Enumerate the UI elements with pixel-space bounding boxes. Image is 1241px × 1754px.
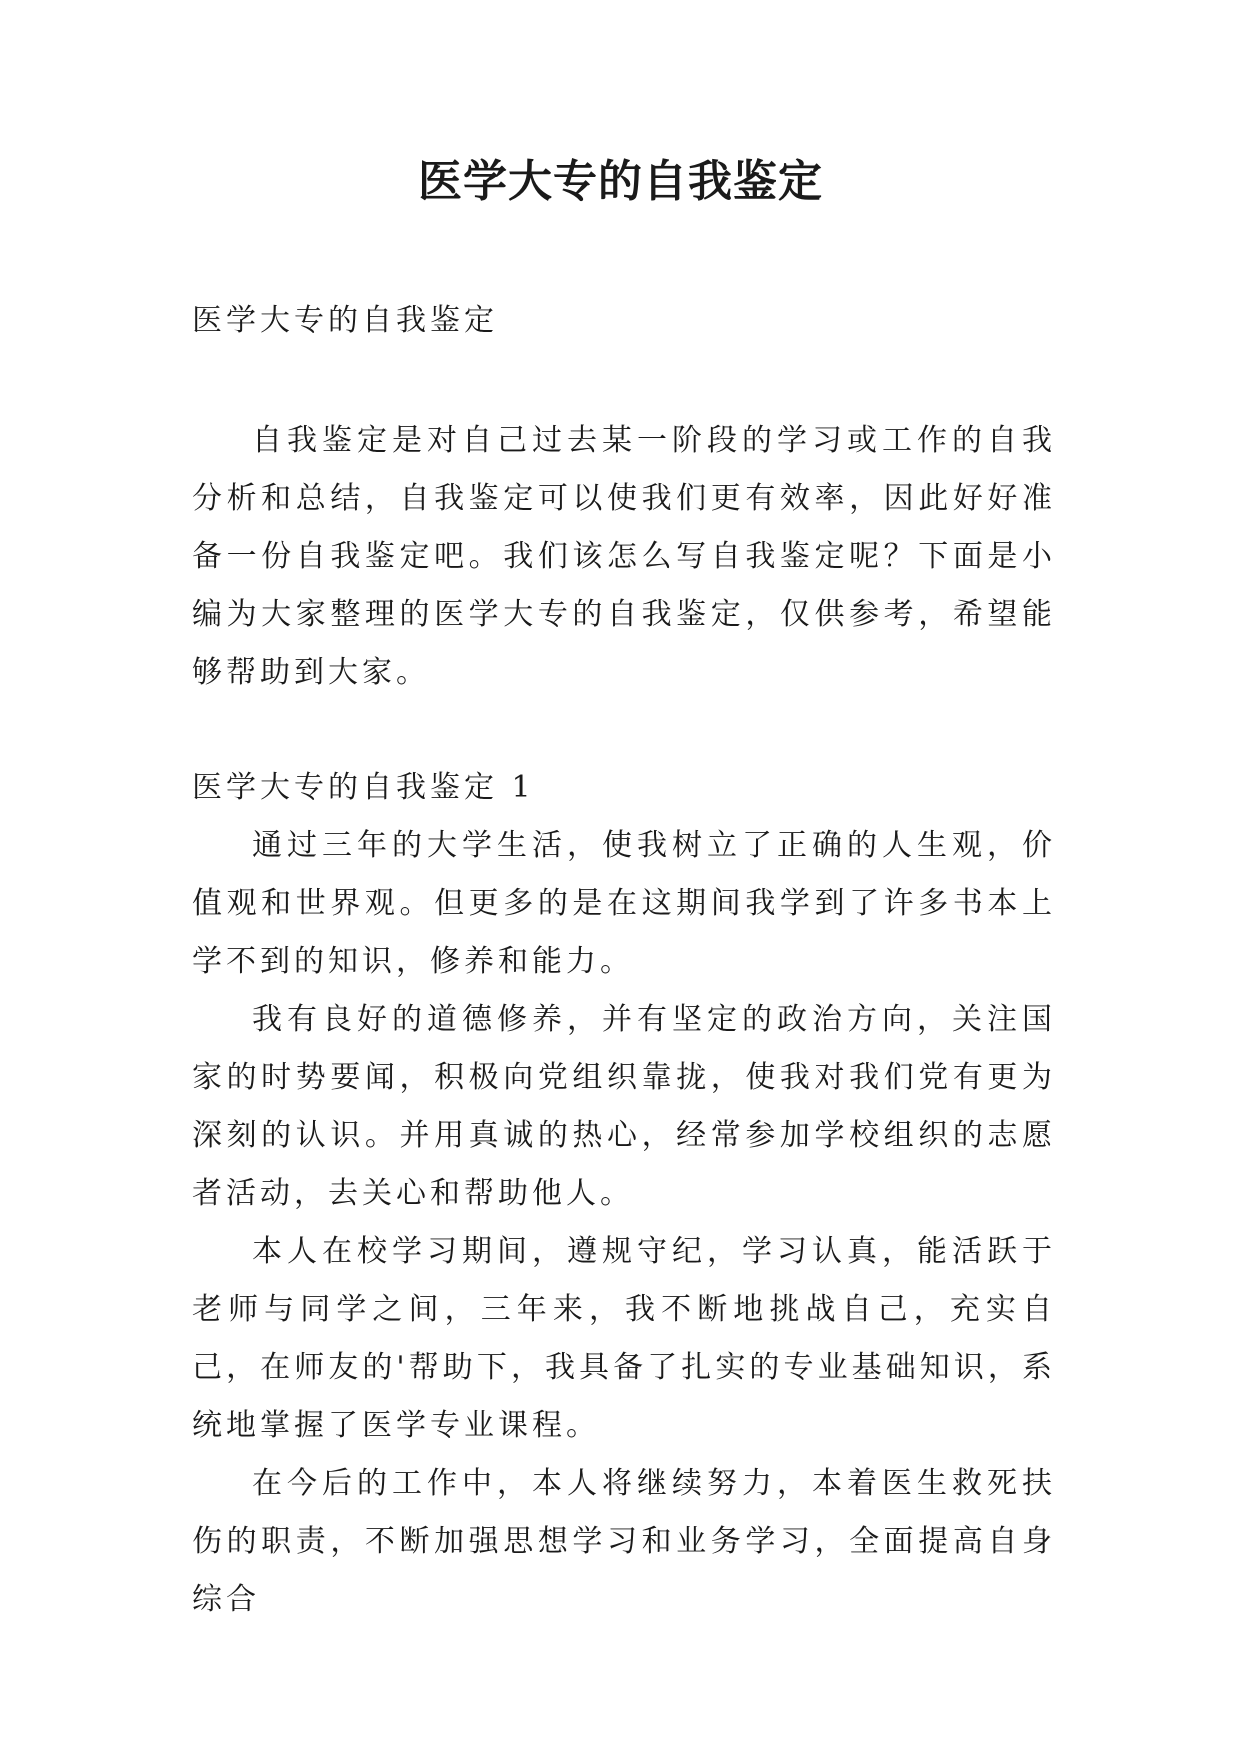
- document-body: [192, 292, 1056, 1629]
- section-heading: 医学大专的自我鉴定 1: [192, 770, 535, 805]
- document-title: 医学大专的自我鉴定: [418, 156, 823, 207]
- body-paragraph: 我有良好的道德修养，并有坚定的政治方向，关注国家的时势要闻，积极向党组织靠拢，使我对我们党有更为深刻的认识。并用真诚的热心，经常参加学校组织的志愿者活动，去关心和帮助他人。: [192, 1002, 1056, 1211]
- body-paragraph: 通过三年的大学生活，使我树立了正确的人生观，价值观和世界观。但更多的是在这期间我学到了许多书本上学不到的知识，修养和能力。: [192, 828, 1056, 979]
- body-paragraph: 本人在校学习期间，遵规守纪，学习认真，能活跃于老师与同学之间，三年来，我不断地挑战自己，充实自己，在师友的'帮助下，我具备了扎实的专业基础知识，系统地掌握了医学专业课程。: [192, 1234, 1056, 1443]
- body-paragraph: 在今后的工作中，本人将继续努力，本着医生救死扶伤的职责，不断加强思想学习和业务学习，全面提高自身综合: [192, 1466, 1056, 1617]
- document-subtitle: 医学大专的自我鉴定: [192, 303, 498, 338]
- intro-paragraph: 自我鉴定是对自己过去某一阶段的学习或工作的自我分析和总结，自我鉴定可以使我们更有效率，因此好好准备一份自我鉴定吧。我们该怎么写自我鉴定呢？下面是小编为大家整理的医学大专的自我鉴定，仅供参考，希望能够帮助到大家。: [192, 423, 1056, 690]
